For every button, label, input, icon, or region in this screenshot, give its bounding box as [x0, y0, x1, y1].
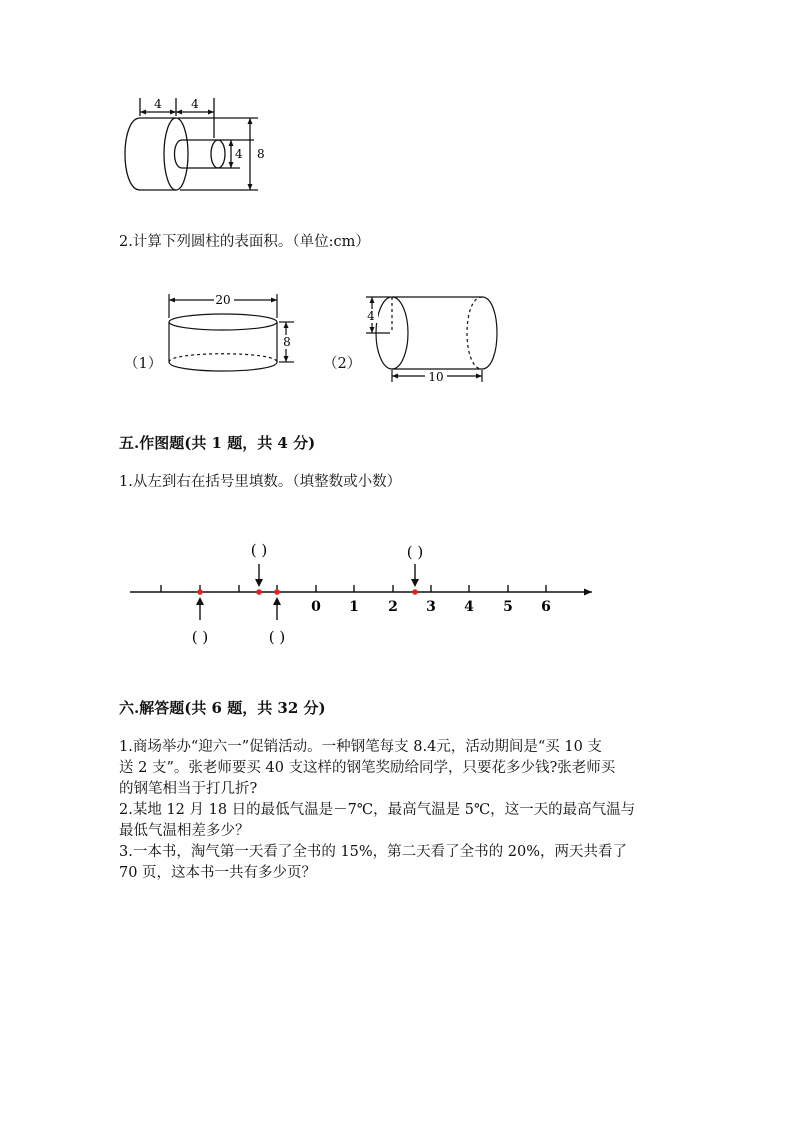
section-6-q2-line1: 2.某地 12 月 18 日的最低气温是－7℃，最高气温是 5℃，这一天的最高气温与 — [119, 802, 636, 818]
fig-a-label: （1） — [124, 356, 163, 372]
point-a — [197, 589, 203, 595]
fig-a-top-dim: 20 — [215, 293, 231, 307]
tick-0: 0 — [311, 599, 321, 615]
point-b — [256, 589, 262, 595]
fig-b-label: （2） — [323, 356, 362, 372]
section-5-q1: 1.从左到右在括号里填数。（填整数或小数） — [119, 474, 402, 490]
point-d — [412, 589, 418, 595]
tick-3: 3 — [426, 599, 436, 615]
tick-5: 5 — [503, 599, 513, 615]
fig-b-side-dim: 4 — [367, 309, 375, 323]
cylinder-figure-1 — [160, 288, 300, 384]
section-6-title: 六.解答题(共 6 题，共 32 分) — [119, 699, 326, 717]
answer-bracket-bottom-2[interactable]: ( ) — [268, 628, 286, 646]
answer-bracket-bottom-1[interactable]: ( ) — [191, 628, 209, 646]
fig-b-bottom-dim: 10 — [428, 370, 444, 384]
section-6-q3-line1: 3.一本书，淘气第一天看了全书的 15%，第二天看了全书的 20%，两天共看了 — [119, 844, 628, 860]
cylinder-figure-2 — [362, 290, 507, 390]
answer-bracket-top-2[interactable]: ( ) — [406, 543, 424, 561]
number-line — [120, 530, 610, 655]
axis-arrow-icon — [584, 589, 592, 596]
section-6-q1-line3: 的钢笔相当于打几折? — [119, 781, 258, 797]
dim-inner: 4 — [235, 147, 243, 161]
section-5-title: 五.作图题(共 1 题，共 4 分) — [119, 434, 316, 452]
tick-2: 2 — [388, 599, 398, 615]
answer-bracket-top-1[interactable]: ( ) — [250, 541, 268, 559]
tick-4: 4 — [464, 599, 474, 615]
section-6-q1-line2: 送 2 支”。张老师要买 40 支这样的钢笔奖励给同学，只要花多少钱?张老师买 — [119, 760, 616, 776]
tick-1: 1 — [349, 599, 359, 615]
section-6-q2-line2: 最低气温相差多少？ — [119, 823, 250, 839]
dim-top-left: 4 — [154, 97, 162, 111]
question-2-text: 2.计算下列圆柱的表面积。（单位:cm） — [119, 234, 370, 250]
stacked-cylinder-figure — [118, 94, 278, 194]
dim-top-right: 4 — [191, 97, 199, 111]
point-c — [274, 589, 280, 595]
tick-6: 6 — [541, 599, 551, 615]
dim-outer: 8 — [257, 147, 265, 161]
section-6-q1-line1: 1.商场举办“迎六一”促销活动。一种钢笔每支 8.4元，活动期间是“买 10 支 — [119, 739, 602, 755]
section-6-q3-line2: 70 页，这本书一共有多少页？ — [119, 865, 317, 881]
fig-a-side-dim: 8 — [283, 335, 291, 349]
